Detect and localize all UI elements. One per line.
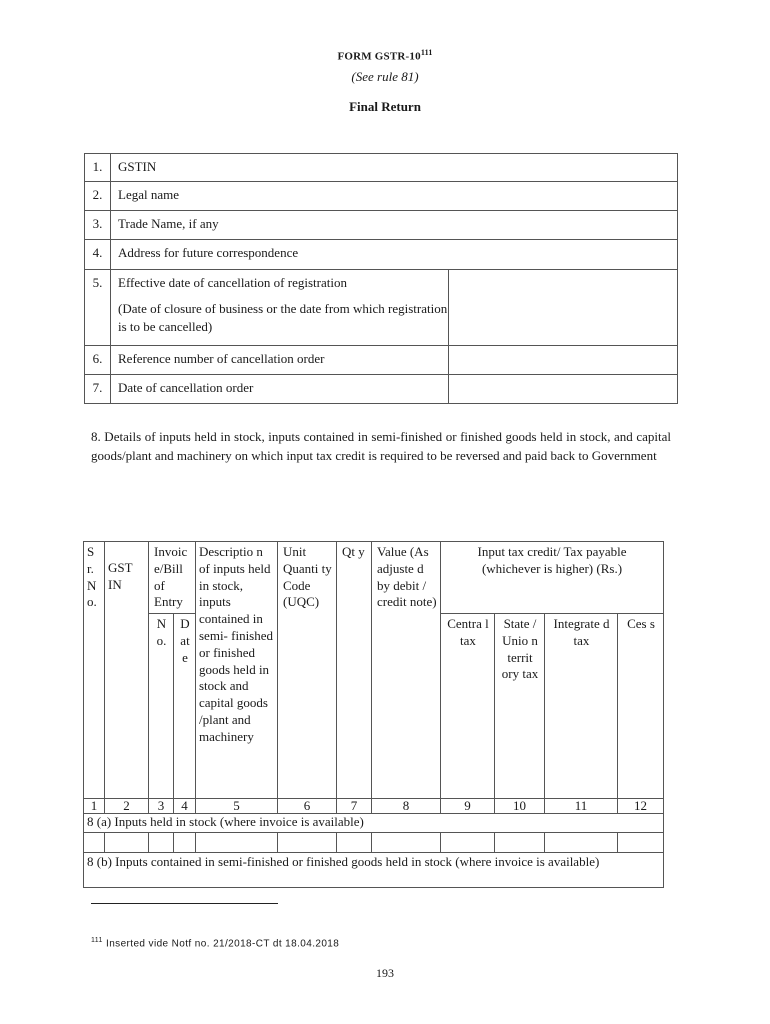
row-number: 1. <box>85 154 111 182</box>
column-number: 7 <box>337 799 372 814</box>
integrated-tax-header: Integrate d tax <box>545 614 618 799</box>
column-number: 11 <box>545 799 618 814</box>
table-row <box>84 833 664 853</box>
form-title-text: FORM GSTR-10 <box>337 50 421 63</box>
sr-no-header: S r. N o. <box>84 542 105 799</box>
page-number: 193 <box>376 966 394 980</box>
section-8b-title: 8 (b) Inputs contained in semi-finished or finished goods held in stock (where invoice is available) <box>84 853 664 888</box>
column-number: 10 <box>495 799 545 814</box>
cancellation-order-date-value <box>449 375 678 404</box>
invoice-date-header: D at e <box>174 614 196 799</box>
address-label: Address for future correspondence <box>111 240 678 270</box>
row-number: 2. <box>85 182 111 211</box>
column-number: 3 <box>149 799 174 814</box>
table-row <box>85 154 678 182</box>
footnote <box>91 937 339 949</box>
stock-table <box>83 541 664 888</box>
qty-header: Qt y <box>337 542 372 799</box>
invoice-header: Invoic e/Bill of Entry <box>149 542 196 614</box>
uqc-cell <box>278 833 337 853</box>
legal-name-label: Legal name <box>111 182 678 211</box>
table-row <box>85 375 678 404</box>
cess-cell <box>618 833 664 853</box>
cancellation-date-text: Effective date of cancellation of registration <box>118 275 347 290</box>
cancellation-order-date-label: Date of cancellation order <box>111 375 449 404</box>
column-number: 8 <box>372 799 441 814</box>
column-number: 5 <box>196 799 278 814</box>
section-row <box>84 814 664 833</box>
column-number: 9 <box>441 799 495 814</box>
trade-name-label: Trade Name, if any <box>111 211 678 240</box>
value-header: Value (As adjuste d by debit / credit note) <box>372 542 441 799</box>
header-row <box>84 542 664 614</box>
gstin-header: GST IN <box>105 542 149 799</box>
description-cell <box>196 833 278 853</box>
table-row <box>85 211 678 240</box>
table-row <box>85 346 678 375</box>
column-number: 1 <box>84 799 105 814</box>
row-number: 3. <box>85 211 111 240</box>
cancellation-date-note: (Date of closure of business or the date from which registration is to be cancelled) <box>118 301 448 334</box>
row-number: 7. <box>85 375 111 404</box>
footnote-divider <box>91 903 278 904</box>
footnote-marker: 111 <box>91 937 103 944</box>
uqc-header: Unit Quanti ty Code (UQC) <box>278 542 337 799</box>
rule-reference: (See rule 81) <box>351 69 419 84</box>
row-number: 4. <box>85 240 111 270</box>
central-tax-cell <box>441 833 495 853</box>
cancellation-date-value <box>449 270 678 346</box>
column-number: 4 <box>174 799 196 814</box>
cess-header: Ces s <box>618 614 664 799</box>
state-tax-cell <box>495 833 545 853</box>
reference-number-label: Reference number of cancellation order <box>111 346 449 375</box>
table-row <box>85 182 678 211</box>
row-number: 6. <box>85 346 111 375</box>
form-title <box>0 48 770 63</box>
table-row <box>85 240 678 270</box>
column-number-row <box>84 799 664 814</box>
invoice-no-header: N o. <box>149 614 174 799</box>
footnote-reference: 111 <box>420 48 433 57</box>
column-number: 2 <box>105 799 149 814</box>
section-8a-title: 8 (a) Inputs held in stock (where invoice is available) <box>84 814 664 833</box>
column-number: 12 <box>618 799 664 814</box>
cancellation-date-label <box>111 270 449 346</box>
reference-number-value <box>449 346 678 375</box>
itc-header: Input tax credit/ Tax payable (whichever is higher) (Rs.) <box>441 542 664 614</box>
section-8-description: 8. Details of inputs held in stock, inputs contained in semi-finished or finished goods held in stock, and capital goods/plant and machinery on which input tax credit is required to be reversed and paid back to Government <box>91 429 671 463</box>
footnote-text: Inserted vide Notf no. 21/2018-CT dt 18.04.2018 <box>106 938 340 950</box>
table-row <box>85 270 678 346</box>
invoice-no-cell <box>149 833 174 853</box>
description-header: Descriptio n of inputs held in stock, inputs contained in semi- finished or finished goods held in stock and capital goods /plant and machinery <box>196 542 278 799</box>
value-cell <box>372 833 441 853</box>
integrated-tax-cell <box>545 833 618 853</box>
state-tax-header: State / Unio n territ ory tax <box>495 614 545 799</box>
page-title: Final Return <box>349 99 421 114</box>
details-table <box>84 153 678 404</box>
qty-cell <box>337 833 372 853</box>
gstin-label: GSTIN <box>111 154 678 182</box>
column-number: 6 <box>278 799 337 814</box>
invoice-date-cell <box>174 833 196 853</box>
row-number: 5. <box>85 270 111 346</box>
gstin-cell <box>105 833 149 853</box>
sr-no-cell <box>84 833 105 853</box>
central-tax-header: Centra l tax <box>441 614 495 799</box>
section-row <box>84 853 664 888</box>
